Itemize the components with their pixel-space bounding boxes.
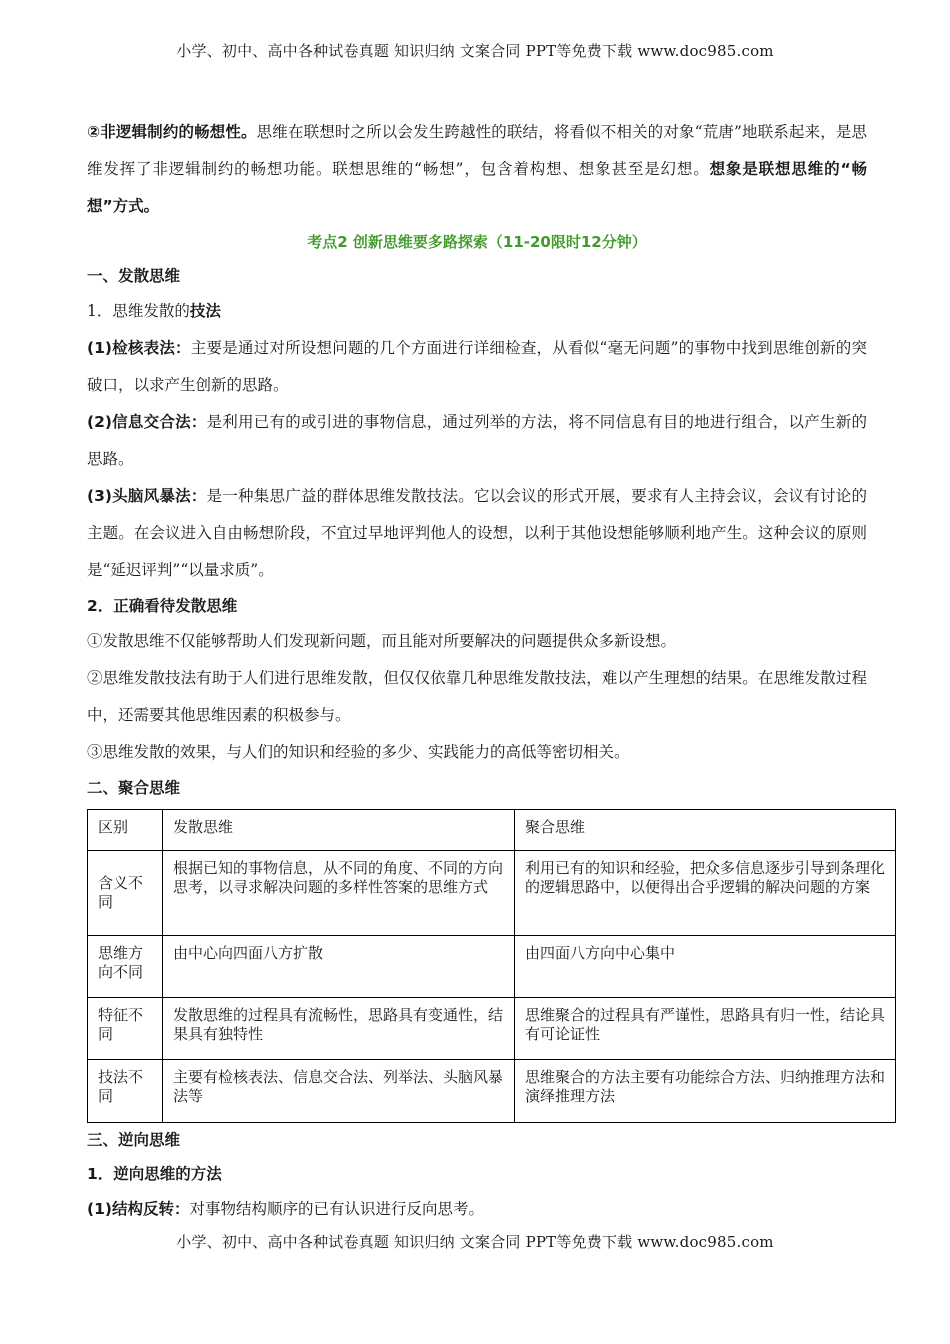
section-1-title: 一、发散思维 [87,267,181,285]
table-row [88,1060,896,1123]
intro-text: 思维在联想时之所以会发生跨越性的联结，将看似不相关的对象“荒唐”地联系起来，是思维发挥了非逻辑制约的畅想功能。联想思维的“畅想”，包含着构想、想象甚至是幻想。 [87,123,867,178]
table-header-cell: 聚合思维 [515,810,896,851]
section-2-title: 二、聚合思维 [87,779,181,797]
table-row [88,936,896,998]
method-structure-reverse-text: 对事物结构顺序的已有认识进行反向思考。 [189,1200,484,1218]
kaodian-title: 考点2 创新思维要多路探索（11-20限时12分钟） [307,233,647,251]
sub1-bold: 技法 [189,302,221,320]
section-3-sub-1: 1．逆向思维的方法 [87,1165,222,1183]
table-header-cell: 区别 [88,810,163,851]
method-checklist-label: (1)检核表法： [87,339,191,357]
point-2: ②思维发散技法有助于人们进行思维发散，但仅仅依靠几种思维发散技法，难以产生理想的结果。在思维发散过程中，还需要其他思维因素的积极参与。 [87,669,867,724]
table-header-row [88,810,896,851]
method-checklist [87,330,867,404]
method-brainstorm-label: (3)头脑风暴法： [87,487,207,505]
table-cell: 思维聚合的方法主要有功能综合方法、归纳推理方法和演绎推理方法 [515,1060,896,1123]
table-row [88,851,896,936]
method-checklist-text: 主要是通过对所设想问题的几个方面进行详细检查，从看似“毫无问题”的事物中找到思维创新的突破口，以求产生创新的思路。 [87,339,867,394]
intro-bold-lead: ②非逻辑制约的畅想性。 [87,123,257,141]
comparison-table [87,809,896,1123]
table-header-cell: 发散思维 [163,810,515,851]
table-cell: 特征不同 [88,998,163,1060]
section-1-sub-1 [87,293,867,330]
document-body [87,114,886,1228]
method-info-cross [87,404,867,478]
table-cell: 思维方向不同 [88,936,163,998]
point-1: ①发散思维不仅能够帮助人们发现新问题，而且能对所要解决的问题提供众多新设想。 [87,632,677,650]
method-structure-reverse [87,1191,867,1228]
method-brainstorm-text: 是一种集思广益的群体思维发散技法。它以会议的形式开展，要求有人主持会议，会议有讨论的主题。在会议进入自由畅想阶段，不宜过早地评判他人的设想，以利于其他设想能够顺利地产生。这种会议的原则是“延迟评判”“以量求质”。 [87,487,867,579]
section-1-sub-2: 2．正确看待发散思维 [87,597,238,615]
table-cell: 思维聚合的过程具有严谨性，思路具有归一性，结论具有可论证性 [515,998,896,1060]
table-cell: 由四面八方向中心集中 [515,936,896,998]
section-3-title: 三、逆向思维 [87,1131,181,1149]
method-structure-reverse-label: (1)结构反转： [87,1200,190,1218]
table-cell: 含义不同 [88,851,163,936]
page-footer: 小学、初中、高中各种试卷真题 知识归纳 文案合同 PPT等免费下载 www.doc985.com [176,1233,774,1251]
intro-bold-tail: 想象是联想思维的“畅想”方式。 [87,160,867,215]
table-cell: 利用已有的知识和经验，把众多信息逐步引导到条理化的逻辑思路中，以便得出合乎逻辑的解决问题的方案 [515,851,896,936]
table-cell: 发散思维的过程具有流畅性，思路具有变通性，结果具有独特性 [163,998,515,1060]
table-cell: 由中心向四面八方扩散 [163,936,515,998]
intro-paragraph [87,114,867,225]
table-cell: 根据已知的事物信息，从不同的角度、不同的方向思考，以寻求解决问题的多样性答案的思维方式 [163,851,515,936]
sub1-prefix: 1．思维发散的 [87,302,190,320]
table-cell: 主要有检核表法、信息交合法、列举法、头脑风暴法等 [163,1060,515,1123]
method-brainstorm [87,478,867,589]
table-cell: 技法不同 [88,1060,163,1123]
method-info-cross-label: (2)信息交合法： [87,413,207,431]
point-3: ③思维发散的效果，与人们的知识和经验的多少、实践能力的高低等密切相关。 [87,743,630,761]
method-info-cross-text: 是利用已有的或引进的事物信息，通过列举的方法，将不同信息有目的地进行组合，以产生新的思路。 [87,413,867,468]
table-row [88,998,896,1060]
page-header: 小学、初中、高中各种试卷真题 知识归纳 文案合同 PPT等免费下载 www.doc985.com [176,42,774,60]
